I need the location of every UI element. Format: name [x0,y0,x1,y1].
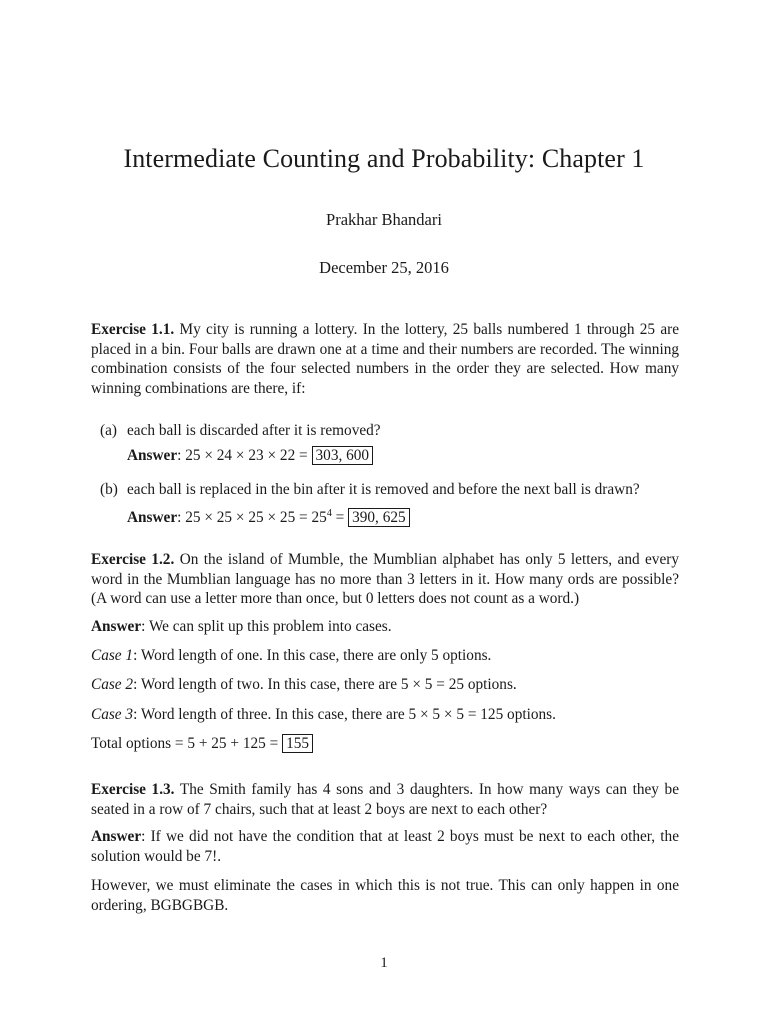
case-text: : Word length of three. In this case, there are 5 × 5 × 5 = 125 options. [133,706,556,723]
exercise-1-1-label: Exercise 1.1. [91,321,175,338]
exercise-1-3-label: Exercise 1.3. [91,781,175,798]
exercise-1-3-text [91,780,679,819]
case-label: Case 2 [91,676,134,693]
exercise-1-2-body: On the island of Mumble, the Mumblian alphabet has only 5 letters, and every word in the Mumblian language has no more than 3 letters in it. How many ords are possible? (A word can use a letter more than once, but 0 letters does not count as a word.) [91,551,679,608]
exercise-1-2 [91,550,679,609]
case-text: : Word length of one. In this case, there are only 5 options. [133,647,492,664]
answer-paragraph [91,827,679,866]
answer-equals: = [331,509,345,526]
exercise-1-1-body: My city is running a lottery. In the lottery, 25 balls numbered 1 through 25 are placed in a bin. Four balls are drawn one at a time and their numbers are recorded. The winning combination consists of the four selected numbers in the order they are selected. How many winning combinations are there, if: [91,321,680,397]
answer-expression: : 25 × 25 × 25 × 25 = 25 [177,509,327,526]
case-label: Case 1 [91,647,134,664]
part-a-marker: (a) [100,422,117,439]
exercise-1-3-answer [91,827,679,866]
case-text: : Word length of two. In this case, there are 5 × 5 = 25 options. [133,676,517,693]
document-date: December 25, 2016 [319,258,449,277]
part-b-marker: (b) [100,481,118,498]
document-title: Intermediate Counting and Probability: Chapter 1 [123,144,645,173]
case-3 [91,705,556,725]
boxed-answer: 390, 625 [348,508,410,527]
case-label: Case 3 [91,706,134,723]
exercise-1-2-label: Exercise 1.2. [91,551,175,568]
exercise-1-2-text [91,550,679,609]
part-b-answer [127,504,410,528]
answer-label: Answer [91,828,142,845]
answer-label: Answer [127,509,178,526]
answer-expression: : 25 × 24 × 23 × 22 = [177,447,308,464]
boxed-answer: 303, 600 [312,446,374,465]
exercise-1-3-body: The Smith family has 4 sons and 3 daughters. In how many ways can they be seated in a row of 7 chairs, such that at least 2 boys are next to each other? [91,781,679,818]
answer-text: : If we did not have the condition that at least 2 boys must be next to each other, the solution would be 7!. [91,828,679,865]
exercise-1-1 [91,320,679,398]
answer-exponent: 4 [326,508,332,519]
page-number: 1 [380,955,388,971]
author-name: Prakhar Bhandari [326,210,442,229]
answer-label: Answer [91,618,142,635]
exercise-1-2-answer [91,617,392,637]
total-expression: Total options = 5 + 25 + 125 = [91,735,279,752]
paragraph-text: However, we must eliminate the cases in which this is not true. This can only happen in one ordering, BGBGBGB. [91,877,679,914]
exercise-1-1-text [91,320,679,398]
part-b-question: each ball is replaced in the bin after it is removed and before the next ball is drawn? [127,481,640,498]
part-a-answer [127,446,373,466]
answer-text: : We can split up this problem into cases. [141,618,392,635]
part-a-question: each ball is discarded after it is removed? [127,422,381,439]
total-options [91,734,313,754]
case-2 [91,675,517,695]
exercise-1-3 [91,780,679,819]
boxed-answer: 155 [282,734,313,753]
answer-label: Answer [127,447,178,464]
case-1 [91,646,491,666]
exercise-1-3-paragraph [91,876,679,915]
